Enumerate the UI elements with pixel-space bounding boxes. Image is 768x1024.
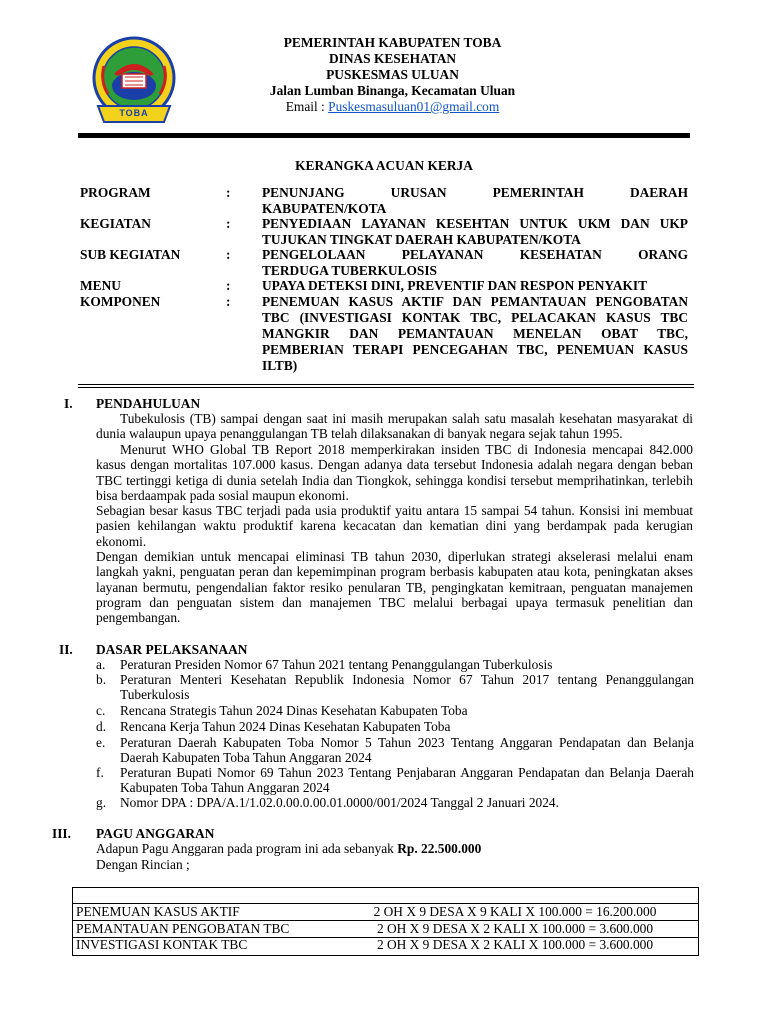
- budget-summary-line: [96, 841, 693, 856]
- section-1-paragraph-3: Sebagian besar kasus TBC terjadi pada usia produktif yaitu antara 15 sampai 54 tahun. Konsisi ini membuat pasien kehilangan waktu produktif karena kecacatan dan kematian dini yang berdampak pada kerugian ekonomi.: [96, 503, 693, 549]
- kegiatan-colon: :: [226, 216, 231, 231]
- letterhead-divider: [78, 133, 690, 138]
- section-3-number: III.: [52, 826, 71, 841]
- email-label: Email :: [285, 99, 329, 114]
- menu-colon: :: [226, 278, 231, 293]
- program-colon: :: [226, 185, 231, 200]
- header-department: DINAS KESEHATAN: [328, 51, 457, 66]
- sub-kegiatan-colon: :: [226, 247, 231, 262]
- section-1-number: I.: [64, 396, 73, 411]
- header-government: PEMERINTAH KABUPATEN TOBA: [283, 35, 502, 50]
- program-label: PROGRAM: [80, 185, 151, 200]
- logo-caption: TOBA: [119, 108, 149, 118]
- legal-basis-item-e: Peraturan Daerah Kabupaten Toba Nomor 5 Tahun 2023 Tentang Anggaran Pendapatan dan Belanja Daerah Kabupaten Toba Tahun Anggaran 2024: [120, 735, 694, 766]
- budget-table: [72, 887, 699, 956]
- kegiatan-value-cont: TUJUKAN TINGKAT DAERAH KABUPATEN/KOTA: [262, 232, 581, 247]
- komponen-value: PENEMUAN KASUS AKTIF DAN PEMANTAUAN PENGOBATAN TBC (INVESTIGASI KONTAK TBC, PELACAKAN KASUS TBC MANGKIR DAN PEMANTAUAN MENELAN OBAT TBC, PEMBERIAN TERAPI PENCEGAHAN TBC, PENEMUAN KASUS ILTB): [262, 294, 688, 373]
- kegiatan-value: PENYEDIAAN LAYANAN KESEHTAN UNTUK UKM DAN UKP: [262, 216, 688, 231]
- sub-kegiatan-value-cont: TERDUGA TUBERKULOSIS: [262, 263, 437, 278]
- document-title: KERANGKA ACUAN KERJA: [295, 158, 473, 173]
- kegiatan-label: KEGIATAN: [80, 216, 151, 231]
- section-1-paragraph-2: Menurut WHO Global TB Report 2018 memperkirakan insiden TBC di Indonesia mencapai 842.000 kasus dengan mortalitas 107.000 kasus. Dengan adanya data tersebut Indonesia adalah negara dengan beban TBC tertinggi ketiga di dunia setelah India dan Tiongkok, sehingga kondisi tersebut memprihatinkan, terlebih bisa berdaampak pada sosial maupun ekonomi.: [96, 442, 693, 503]
- legal-basis-item-c: Rencana Strategis Tahun 2024 Dinas Kesehatan Kabupaten Toba: [120, 703, 468, 718]
- legal-basis-item-d: Rencana Kerja Tahun 2024 Dinas Kesehatan Kabupaten Toba: [120, 719, 451, 734]
- fields-divider-bottom: [78, 387, 694, 388]
- menu-value: UPAYA DETEKSI DINI, PREVENTIF DAN RESPON PENYAKIT: [262, 278, 648, 293]
- legal-basis-item-a: Peraturan Presiden Nomor 67 Tahun 2021 tentang Penanggulangan Tuberkulosis: [120, 657, 553, 672]
- legal-basis-mark-a: a.: [96, 657, 106, 672]
- fields-divider-top: [78, 384, 694, 385]
- budget-item-1: PENEMUAN KASUS AKTIF: [76, 904, 240, 919]
- budget-calc-2: 2 OH X 9 DESA X 2 KALI X 100.000 = 3.600.000: [376, 921, 654, 936]
- legal-basis-mark-c: c.: [96, 703, 106, 718]
- legal-basis-item-f: Peraturan Bupati Nomor 69 Tahun 2023 Tentang Penjabaran Anggaran Pendapatan dan Belanja Daerah Kabupaten Toba Tahun Anggaran 2024: [120, 765, 694, 796]
- legal-basis-item-g: Nomor DPA : DPA/A.1/1.02.0.00.0.00.01.0000/001/2024 Tanggal 2 Januari 2024.: [120, 795, 559, 810]
- program-value: PENUNJANG URUSAN PEMERINTAH DAERAH: [262, 185, 688, 200]
- budget-calc-1: 2 OH X 9 DESA X 9 KALI X 100.000 = 16.200.000: [373, 904, 657, 919]
- budget-summary-text: Adapun Pagu Anggaran pada program ini ada sebanyak: [96, 841, 398, 856]
- legal-basis-item-b: Peraturan Menteri Kesehatan Republik Indonesia Nomor 67 Tahun 2017 tentang Penanggulangan Tuberkulosis: [120, 672, 694, 703]
- section-2-number: II.: [59, 642, 73, 657]
- budget-item-2: PEMANTAUAN PENGOBATAN TBC: [76, 921, 290, 936]
- budget-detail-intro: Dengan Rincian ;: [96, 857, 190, 872]
- header-email-line: [200, 99, 585, 115]
- komponen-colon: :: [226, 294, 231, 309]
- legal-basis-mark-e: e.: [96, 735, 106, 750]
- budget-total-amount: Rp. 22.500.000: [397, 841, 482, 856]
- komponen-label: KOMPONEN: [80, 294, 161, 309]
- legal-basis-mark-g: g.: [96, 795, 107, 810]
- legal-basis-mark-d: d.: [96, 719, 107, 734]
- section-2-title: DASAR PELAKSANAAN: [96, 642, 248, 657]
- section-1-paragraph-1: Tubekulosis (TB) sampai dengan saat ini masih merupakan salah satu masalah kesehatan masyarakat di dunia walaupun upaya penanggulangan TB telah dilaksanakan di banyak negara sejak tahun 1995.: [96, 411, 693, 442]
- section-1-title: PENDAHULUAN: [96, 396, 201, 411]
- sub-kegiatan-label: SUB KEGIATAN: [80, 247, 181, 262]
- header-puskesmas: PUSKESMAS ULUAN: [326, 67, 459, 82]
- program-value-cont: KABUPATEN/KOTA: [262, 201, 387, 216]
- budget-calc-3: 2 OH X 9 DESA X 2 KALI X 100.000 = 3.600.000: [376, 937, 654, 952]
- legal-basis-mark-f: f.: [96, 765, 104, 780]
- legal-basis-mark-b: b.: [96, 672, 107, 687]
- budget-item-3: INVESTIGASI KONTAK TBC: [76, 937, 248, 952]
- email-link[interactable]: Puskesmasuluan01@gmail.com: [328, 99, 500, 114]
- section-3-title: PAGU ANGGARAN: [96, 826, 215, 841]
- sub-kegiatan-value: PENGELOLAAN PELAYANAN KESEHATAN ORANG: [262, 247, 688, 262]
- menu-label: MENU: [80, 278, 121, 293]
- header-address: Jalan Lumban Binanga, Kecamatan Uluan: [269, 83, 516, 98]
- section-1-paragraph-4: Dengan demikian untuk mencapai eliminasi TB tahun 2030, diperlukan strategi akselerasi melalui enam langkah yakni, penguatan peran dan kepemimpinan program berbasis kabupaten atau kota, peningkatan akses layanan bermutu, pengendalian faktor resiko penularan TB, pengingkatan kemitraan, penguatan manajemen program dan penguatan sistem dan manajemen TBC melalui berbagai upaya termasuk penelitian dan pengembangan.: [96, 549, 693, 626]
